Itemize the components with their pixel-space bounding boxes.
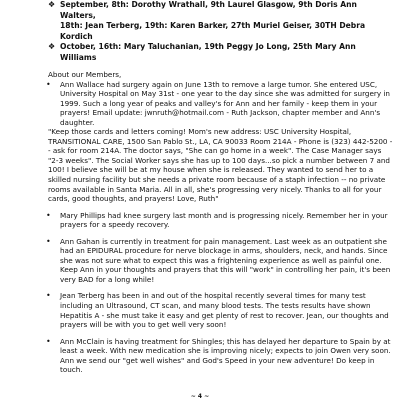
news-item: • Ann Gahan is currently in treatment for pain management. Last week as an outpatient she had an EPIDURAL procedure for nerve blockage in arms, shoulders, neck, and hands. Since she was not sure what to expect this was a frightening experience as well as painful one. Keep Ann in your thoughts and prayers that this will "work" in controlling her pain, it's been very BAD for a long while! <box>46 236 391 284</box>
news-item: • Ann Wallace had surgery again on June 13th to remove a large tumor. She entered USC, University Hospital on May 31st - one year to the day since she was admitted for surgery in 1999. Such a long year of peaks and valley's for Ann and her family - keep them in your prayers! Email update: jwnruth@hotmail.com - Ruth Jackson, chapter member and Ann's daughter. <box>46 79 390 127</box>
member-news <box>48 70 394 375</box>
intro-text: About our Members, <box>48 70 122 79</box>
news-item: • Mary Phillips had knee surgery last month and is progressing nicely. Remember her in your prayers for a speedy recovery. <box>46 210 388 230</box>
birthday-line-september: ❖ September, 8th: Dorothy Wrathall, 9th Laurel Glasgow, 9th Doris Ann Walters, <box>48 0 357 20</box>
news-item: • Jean Terberg has been in and out of the hospital recently several times for many test including an Ultrasound, CT scan, and many blood tests. The tests results have shown Hepatitis A - she must take it easy and get plenty of rest to recover. Jean, our thoughts and prayers will be with you to get well very soon! <box>46 291 389 330</box>
bullet-icon: ❖ <box>48 42 56 51</box>
bullet-icon: • <box>46 79 51 89</box>
page-number: ~ 4 ~ <box>190 393 210 400</box>
bullet-icon: ❖ <box>48 0 56 9</box>
bullet-icon: • <box>46 210 51 220</box>
birthday-line-october: ❖ October, 16th: Mary Taluchanian, 19th Peggy Jo Long, 25th Mary Ann Williams <box>48 42 356 62</box>
birthday-list <box>48 0 394 63</box>
news-item: • Ann McClain is having treatment for Shingles; this has delayed her departure to Spain by at least a week. With new medication she is improving nicely; expects to join Owen very soon. Ann we send our "get well wishes" and God's Speed in your new adventure! Do keep in touch. <box>46 336 391 375</box>
bullet-icon: • <box>46 336 51 346</box>
birthday-line-september-cont: 18th: Jean Terberg, 19th: Karen Barker, 27th Muriel Geiser, 30TH Debra Kordich <box>60 21 366 41</box>
bullet-icon: • <box>46 236 51 246</box>
bullet-icon: • <box>46 291 51 301</box>
news-item-continuation: "Keep those cards and letters coming! Mom's new address: USC University Hospital, TRANSITIONAL CARE, 1500 San Pablo St., LA, CA 90033 Room 214A - Phone is (323) 442-5200 -- ask for room 214A. The doctor says, "She can go home in a week". The Case Manager says "2-3 weeks". The Social Worker says she has up to 100 days...so pick a number between 7 and 100! I believe she will be at my house when she is released. They wanted to send her to a skilled nursing facility but she needs a private room because of a staph infection -- no private rooms available in Santa Maria. All in all, she's progressing very nicely. Thanks to all for your cards, good thoughts, and prayers! Love, Ruth" <box>48 127 393 204</box>
